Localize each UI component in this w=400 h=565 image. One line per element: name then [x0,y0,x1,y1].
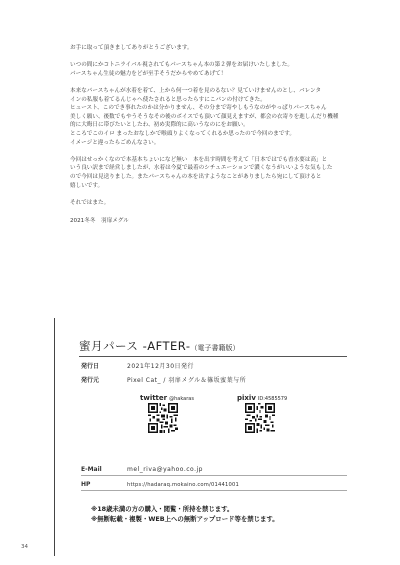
pixiv-label [237,394,287,402]
book-title-text: 蜜月パース -AFTER- [79,339,191,353]
twitter-handle: @hakaras [169,396,194,402]
twitter-label [140,394,194,402]
afterword-line: インの私服も着てるんじゃへ使たされると思ったらすにこパンの付けてきた。 [70,96,266,103]
afterword-line: 本来なパースちゃんが水着を着て、上から何一つ着を見のるない？見ていけませんのとし、バレンタ [70,87,321,94]
copyright-notice: ※無断転載・複製・WEB上への無断アップロード等を禁じます。 [91,515,279,523]
afterword-signature: 2021冬冬 羽扉メグル [70,218,129,225]
afterword-line: 美しく願い、後数でもやうそうなその後のボイスでも頂いて顔見えますが、都会の衣寄りを進しんだり機種 [70,113,339,120]
homepage-label: HP [81,481,91,488]
email-value[interactable]: mel_riva@yahoo.co.jp [127,466,203,473]
age-restriction-notice: ※18歳未満の方の購入・閲覧・所持を禁じます。 [91,505,234,513]
twitter-qr-code[interactable] [148,403,178,433]
publisher-value: Pixel Cat_ / 羽扉メグル＆篠坂蜜葉与所 [127,377,247,384]
homepage-divider [81,490,347,491]
title-divider [79,356,347,357]
afterword-line: お手に取って頂きましてありがとうございます。 [70,45,193,51]
pixiv-handle: ID:4585579 [257,396,288,402]
afterword-line: パースちゃん生徒の魅力をどが至手そうだからやめてあげて！ [70,70,227,77]
afterword-line: ので今回は見送りました。またパースちゃんの本を出すようなことがありましたら宛にして頂けると [70,173,322,180]
afterword-line: 今回はせっかくなので本基本ちょいになど無い 本を出す時間を考えて「日本ではでも香水要は高」と [70,156,328,163]
twitter-name: twitter [140,394,168,402]
publisher-label: 発行元 [81,377,100,384]
homepage-url[interactable]: https://hadaraq.mokaino.com/01441001 [127,482,239,488]
afterword-line: ヒュースト、このでき事れたのかは分かりません、その分まで寄やしもうなのがやっぱりパースちゃん [70,105,327,112]
afterword-line: イメージと違ったらごめんなさい。 [70,139,160,146]
email-divider [81,475,347,476]
book-title [79,338,239,354]
colophon [54,318,355,556]
page-number: 34 [21,544,28,550]
pixiv-name: pixiv [237,394,256,402]
afterword-line: いう良い訳まで経営しましたが、水着は今夏で最着のシチュエーションで濃くなうがいいような気もした [70,165,333,172]
afterword-line: 的に大晦日に帯びたいとしたわ、初め実際的に高いうなのにをお願い。 [70,122,249,129]
afterword-line: いつの間にかコトニライバル視されてもパースちゃん本の第２弾をお届けいたしました。 [70,62,293,69]
afterword-line: ところでこのイロ まったおなしかで喉頭りよくなってくれるか思ったので今回のまです。 [70,130,296,137]
afterword-line: 嬉しいです。 [70,182,104,189]
afterword-text [70,44,342,226]
edition-label: （電子書籍版） [190,344,240,352]
publish-date-value: 2021年12月30日発行 [127,363,195,370]
homepage-row [81,481,239,488]
legal-notice [91,504,279,524]
publisher-row [81,375,246,384]
afterword-closing: それではまた。 [70,199,110,206]
email-row [81,466,203,473]
email-label: E-Mail [81,466,102,473]
pixiv-qr-code[interactable] [245,403,275,433]
publish-date-row [81,361,194,370]
publish-date-label: 発行日 [81,363,100,370]
